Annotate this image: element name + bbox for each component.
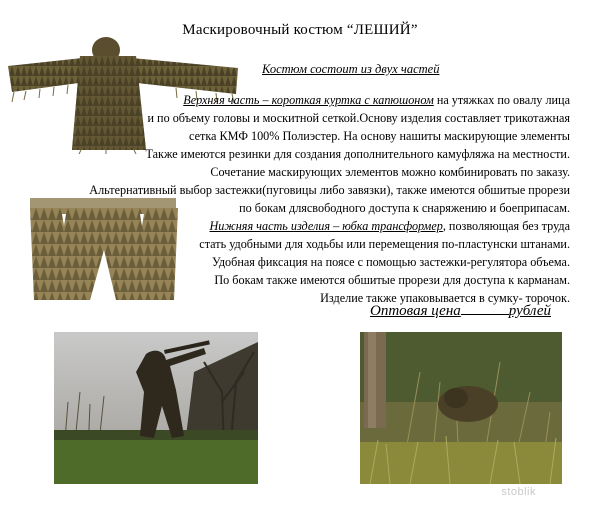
subtitle: Костюм состоит из двух частей xyxy=(262,62,440,76)
price-blank xyxy=(461,313,509,315)
description-line: по бокам длясвободного доступа к снаряжению и боеприпасам. xyxy=(239,201,570,215)
description-line: Альтернативный выбор застежки(пуговицы либо завязки), также имеются обшитые прорези xyxy=(89,183,570,197)
page-title: Маскировочный костюм “ЛЕШИЙ” xyxy=(182,22,418,38)
sniper-photo xyxy=(54,332,258,484)
hidden-in-brush-photo xyxy=(360,332,562,484)
description-line: Нижняя часть изделия – юбка трансформер, позволяющая без труда xyxy=(209,219,570,233)
watermark: stoblik xyxy=(501,486,536,498)
description-line: и по объему головы и москитной сеткой.Основу изделия составляет трикотажная xyxy=(147,111,570,125)
trousers-image xyxy=(28,196,180,306)
description-line: Сочетание маскирующих элементов можно комбинировать по заказу. xyxy=(210,165,570,179)
description-line: Удобная фиксация на поясе с помощью застежки-регулятора объема. xyxy=(211,255,570,269)
description-line: стать удобными для ходьбы или перемещения по-пластунски штанами. xyxy=(199,237,570,251)
description-line: сетка КМФ 100% Полиэстер. На основу нашиты маскирующие элементы xyxy=(189,129,570,143)
description-line: Верхняя часть – короткая куртка с капюшоном на утяжках по овалу лица xyxy=(183,93,570,107)
description-line: По бокам также имеются обшитые прорези для доступа к карманам. xyxy=(214,273,570,287)
description-line: Изделие также упаковывается в сумку- торочок. xyxy=(320,291,570,305)
wholesale-price: Оптовая цена рублей xyxy=(370,303,551,319)
description-line: Также имеются резинки для создания дополнительного камуфляжа на местности. xyxy=(145,147,570,161)
